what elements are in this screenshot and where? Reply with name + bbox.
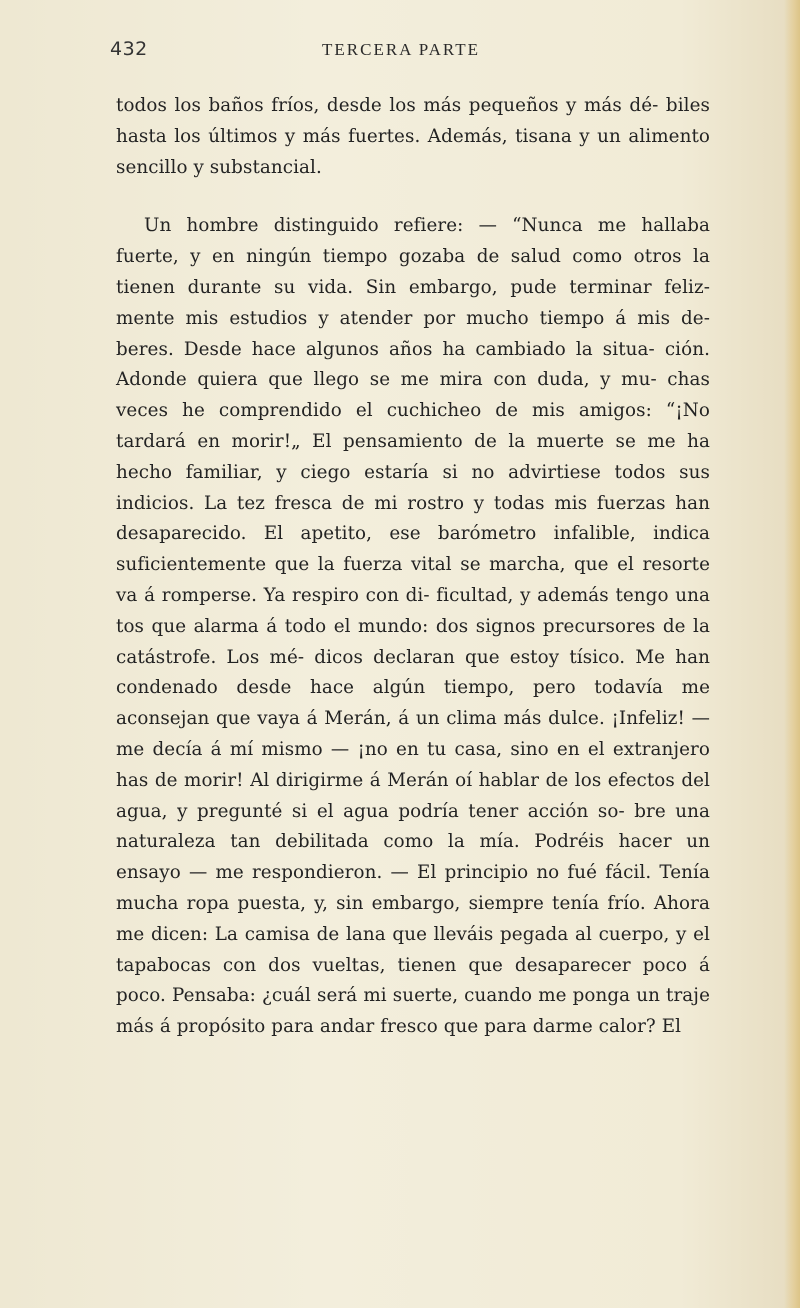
paragraph-1: todos los baños fríos, desde los más pequeños y más dé- biles hasta los últimos y más fuertes. Además, tisana y un alimento sencillo y substancial. [116, 95, 710, 178]
page-header [110, 38, 710, 68]
page-edge-shadow [784, 0, 800, 1308]
page-number: 432 [110, 38, 148, 60]
body-text [116, 91, 710, 1043]
paragraph-2: Un hombre distinguido refiere: — “Nunca me hallaba fuerte, y en ningún tiempo gozaba de salud como otros la tienen durante su vida. Sin embargo, pude terminar feliz- mente mis estudios y atender por mucho tiempo á mis de- beres. Desde hace algunos años ha cambiado la situa- ción. Adonde quiera que llego se me mira con duda, y mu- chas veces he comprendido el cuchicheo de mis amigos: “¡No tardará en morir!„ El pensamiento de la muerte se me ha hecho familiar, y ciego estaría si no advirtiese todos sus indicios. La tez fresca de mi rostro y todas mis fuerzas han desaparecido. El apetito, ese barómetro infalible, indica suficientemente que la fuerza vital se marcha, que el resorte va á romperse. Ya respiro con di- ficultad, y además tengo una tos que alarma á todo el mundo: dos signos precursores de la catástrofe. Los mé- dicos declaran que estoy tísico. Me han condenado desde hace algún tiempo, pero todavía me aconsejan que vaya á Merán, á un clima más dulce. ¡Infeliz! — me decía á mí mismo — ¡no en tu casa, sino en el extranjero has de morir! Al dirigirme á Merán oí hablar de los efectos del agua, y pregunté si el agua podría tener acción so- bre una naturaleza tan debilitada como la mía. Podréis hacer un ensayo — me respondieron. — El principio no fué fácil. Tenía mucha ropa puesta, y, sin embargo, siempre tenía frío. Ahora me dicen: La camisa de lana que lleváis pegada al cuerpo, y el tapabocas con dos vueltas, tienen que desaparecer poco á poco. Pensaba: ¿cuál será mi suerte, cuando me ponga un traje más á propósito para andar fresco que para darme calor? El [116, 215, 710, 1038]
running-head: TERCERA PARTE [322, 40, 481, 59]
